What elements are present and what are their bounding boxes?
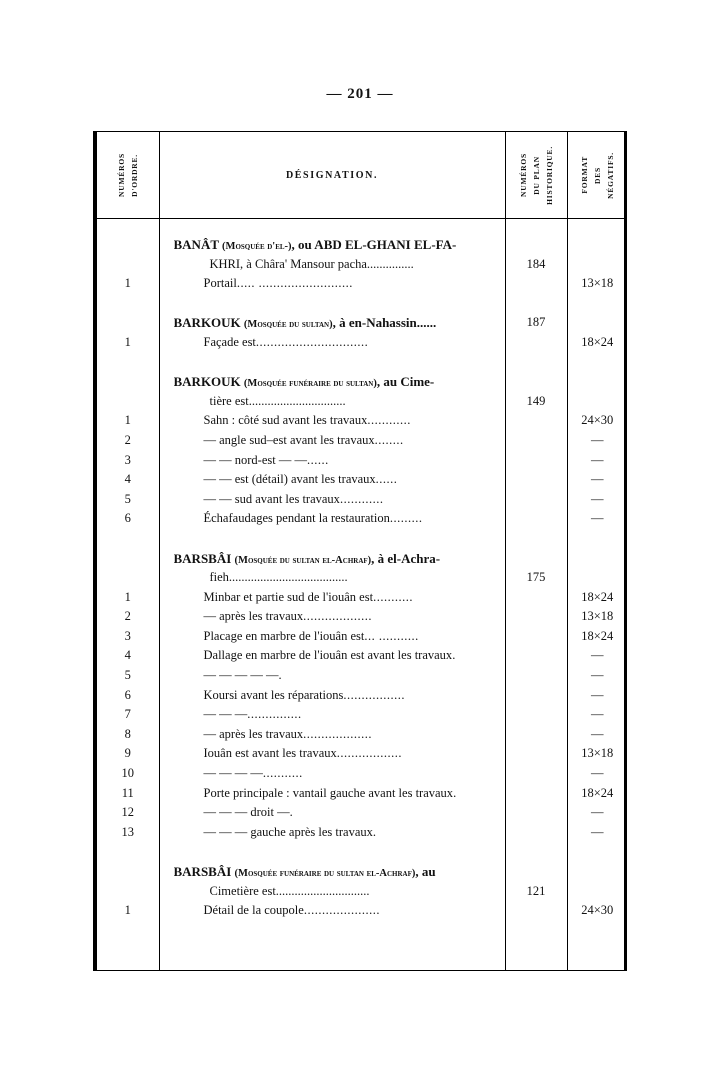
entry-designation — [174, 609, 373, 623]
group-title-row — [97, 392, 159, 412]
entry-row — [174, 431, 497, 451]
group-title-row — [174, 372, 497, 392]
entry-designation — [174, 825, 377, 839]
entry-text: Porte principale : vantail gauche avant les travaux — [203, 785, 454, 800]
entry-dot-leader: . — [278, 668, 283, 683]
entry-dot-leader: . — [453, 785, 457, 800]
entry-text: — — — — — — [203, 668, 279, 683]
column-plan-number — [505, 219, 567, 971]
entry-text: Placage en marbre de l'iouân est — [203, 628, 365, 643]
header-format-line2: DES — [592, 166, 602, 184]
group-title-row — [97, 568, 159, 588]
group-title-row — [506, 549, 567, 569]
header-order-line1: NUMÉROS — [116, 153, 126, 197]
entry-row: 11 — [121, 785, 134, 800]
group-title-main: BANÂT — [173, 237, 223, 252]
column-order — [97, 219, 159, 971]
entry-row: 8 — [124, 726, 131, 741]
group-title-row — [568, 392, 628, 412]
entry-row: 24×30 — [581, 903, 614, 918]
entry-row: 7 — [124, 707, 131, 722]
group-title-row: 187 — [526, 315, 546, 330]
row-spacer — [506, 529, 567, 549]
entry-row: 2 — [124, 432, 131, 447]
row-spacer — [97, 529, 159, 549]
entry-text: Iouân est avant les travaux — [203, 746, 337, 761]
entry-row — [174, 744, 497, 764]
entry-row — [506, 588, 567, 608]
entry-designation — [174, 276, 353, 290]
entry-designation — [174, 413, 411, 427]
column-designation — [159, 219, 505, 971]
group-title-row — [568, 568, 628, 588]
entry-row — [506, 274, 567, 294]
entry-row: 13×18 — [581, 746, 614, 761]
entry-row — [174, 725, 497, 745]
group-title-row — [97, 255, 159, 275]
entry-row: 4 — [124, 472, 131, 487]
entry-row: 18×24 — [581, 334, 614, 349]
group-title-qualifier: (Mosquée funéraire du sultan el-Achraf) — [234, 868, 416, 879]
group-title-row: 149 — [526, 393, 546, 408]
entry-row: — — [591, 766, 604, 781]
header-order — [97, 132, 159, 219]
group-title — [174, 551, 441, 566]
row-spacer — [568, 294, 628, 314]
entry-designation — [174, 472, 398, 486]
entry-row — [506, 744, 567, 764]
entry-text: — — — — — [203, 766, 263, 781]
entry-dot-leader: ............ — [339, 491, 384, 506]
entry-dot-leader: ............ — [367, 413, 411, 428]
entry-row: — — [591, 511, 604, 526]
group-title-row: 175 — [526, 570, 546, 585]
group-title-qualifier: (Mosquée du sultan el-Achraf) — [234, 554, 372, 566]
group-title-row — [174, 862, 497, 882]
row-spacer — [568, 353, 628, 373]
table-header-row — [97, 132, 627, 219]
catalogue-table — [93, 131, 627, 971]
entry-row: — — [591, 452, 604, 467]
entry-dot-leader: ........... — [373, 589, 413, 604]
entry-row — [174, 666, 497, 686]
entry-row: 1 — [124, 334, 131, 349]
entry-designation — [174, 688, 406, 702]
entry-row: — — [591, 432, 604, 447]
entry-dot-leader: . — [452, 648, 456, 663]
entry-row: 24×30 — [581, 413, 614, 428]
entry-row — [506, 666, 567, 686]
entry-dot-leader: . — [289, 805, 294, 820]
entry-row: 13×18 — [581, 276, 614, 291]
group-title-rest: , à en-Nahassin...... — [332, 315, 437, 331]
entry-dot-leader: ...... — [306, 452, 329, 467]
group-title-qualifier: (Mosquée d'el-) — [222, 241, 292, 252]
entry-row: 6 — [124, 687, 131, 702]
group-title-main: BARSBÂI — [173, 864, 235, 879]
entry-dot-leader: ................. — [343, 687, 406, 702]
group-title-row — [97, 862, 159, 882]
entry-row: 5 — [124, 491, 131, 506]
entry-row — [174, 490, 497, 510]
group-title-row — [174, 235, 497, 255]
entry-row — [506, 627, 567, 647]
group-title-qualifier: (Mosquée du sultan) — [243, 319, 333, 331]
entry-row: 2 — [124, 609, 131, 624]
entry-text: Sahn : côté sud avant les travaux — [203, 413, 368, 428]
entry-dot-leader: ... ........... — [364, 628, 419, 643]
entry-row: — — [591, 726, 604, 741]
entry-row — [506, 333, 567, 353]
group-title-row — [97, 882, 159, 902]
group-title-row — [506, 372, 567, 392]
entry-text: Échafaudages pendant la restauration — [203, 511, 390, 526]
entry-row — [506, 646, 567, 666]
group-title-row — [174, 392, 497, 412]
group-title-rest: , au — [415, 864, 436, 879]
entry-row — [174, 646, 497, 666]
entry-text: Dallage en marbre de l'iouân est avant les travaux — [203, 648, 453, 663]
row-spacer — [97, 294, 159, 314]
entry-text: Façade est — [203, 334, 256, 349]
entry-designation — [174, 903, 380, 917]
entry-row — [506, 411, 567, 431]
entry-row: 13×18 — [581, 609, 614, 624]
entry-row: — — [591, 805, 604, 820]
entry-dot-leader: .................. — [336, 746, 403, 761]
entry-row: 4 — [124, 648, 131, 663]
entry-row: 3 — [124, 452, 131, 467]
header-format-line3: NÉGATIFS. — [605, 151, 615, 199]
group-title-row — [97, 549, 159, 569]
entry-dot-leader: ............................... — [255, 334, 369, 349]
entry-text: — après les travaux — [203, 609, 304, 624]
group-title-row — [97, 235, 159, 255]
group-title-row — [174, 255, 497, 275]
entry-dot-leader: . — [372, 824, 377, 839]
group-title-row — [568, 255, 628, 275]
entry-designation — [174, 590, 413, 604]
header-designation-label: DÉSIGNATION. — [285, 169, 379, 181]
entry-designation — [174, 707, 302, 721]
entry-row: 18×24 — [581, 785, 614, 800]
entry-designation — [174, 453, 329, 467]
entry-row: 5 — [124, 668, 131, 683]
entry-designation — [174, 511, 423, 525]
group-title-main: BARSBÂI — [173, 550, 235, 566]
entry-row — [506, 803, 567, 823]
entry-row — [174, 764, 497, 784]
header-plan-line3: HISTORIQUE. — [544, 145, 554, 205]
entry-row — [506, 901, 567, 921]
row-spacer — [174, 842, 497, 862]
entry-text: — — nord-est — — — [203, 452, 307, 467]
group-title-continuation: fieh...................................... — [209, 570, 348, 585]
entry-row — [174, 470, 497, 490]
group-title-row: 184 — [526, 256, 546, 271]
group-title-row — [97, 372, 159, 392]
entry-designation — [174, 492, 384, 506]
entry-row — [174, 411, 497, 431]
header-plan-line1: NUMÉROS — [518, 153, 528, 197]
header-format-line1: FORMAT — [579, 156, 589, 194]
entry-text: — — — gauche après les travaux — [203, 824, 373, 839]
entry-row — [506, 784, 567, 804]
entry-designation — [174, 727, 373, 741]
entry-designation — [174, 335, 369, 349]
entry-row: 12 — [121, 805, 134, 820]
entry-row — [506, 607, 567, 627]
entry-row — [506, 509, 567, 529]
entry-row: 3 — [124, 628, 131, 643]
entry-dot-leader: ................... — [303, 726, 372, 741]
entry-text: — — — — [203, 707, 248, 722]
row-spacer — [97, 353, 159, 373]
row-spacer — [174, 353, 497, 373]
group-title — [174, 237, 457, 252]
entry-row: 1 — [124, 276, 131, 291]
entry-row: 9 — [124, 746, 131, 761]
group-title-row — [174, 882, 497, 902]
entry-row: 13 — [121, 824, 134, 839]
entry-row: 1 — [124, 903, 131, 918]
entry-row — [506, 470, 567, 490]
group-title-row — [174, 568, 497, 588]
entry-designation — [174, 629, 419, 643]
group-title-rest: , au Cime- — [376, 374, 435, 390]
group-title-row: 121 — [526, 883, 546, 898]
entry-row — [506, 725, 567, 745]
row-spacer — [568, 529, 628, 549]
group-title-row — [506, 235, 567, 255]
entry-row — [506, 764, 567, 784]
entry-row — [506, 705, 567, 725]
entry-text: — après les travaux — [203, 726, 304, 741]
entry-text: — — est (détail) avant les travaux — [203, 472, 376, 487]
header-format — [567, 132, 627, 219]
row-spacer — [97, 842, 159, 862]
entry-dot-leader: ..................... — [303, 903, 380, 918]
row-spacer — [506, 353, 567, 373]
entry-row: 10 — [121, 766, 134, 781]
entry-row — [506, 686, 567, 706]
entry-dot-leader: ................... — [303, 609, 372, 624]
entry-row — [174, 451, 497, 471]
entry-designation — [174, 648, 456, 662]
group-title-main: BARKOUK — [173, 374, 244, 390]
entry-designation — [174, 766, 303, 780]
row-spacer — [174, 294, 497, 314]
group-title-row — [568, 372, 628, 392]
entry-text: Portail — [203, 276, 237, 291]
row-spacer — [506, 294, 567, 314]
entry-text: — — — droit — — [203, 805, 290, 820]
group-title — [174, 864, 436, 879]
entry-designation — [174, 805, 294, 819]
entry-dot-leader: ........... — [262, 766, 303, 781]
row-spacer — [174, 529, 497, 549]
entry-row: 1 — [124, 589, 131, 604]
group-title-rest: , ou ABD EL-GHANI EL-FA- — [291, 237, 457, 252]
group-title-row — [568, 235, 628, 255]
group-title-rest: , à el-Achra- — [371, 550, 441, 566]
entry-row — [174, 823, 497, 843]
group-title-row — [568, 882, 628, 902]
entry-row — [506, 823, 567, 843]
entry-row: — — [591, 648, 604, 663]
entry-row — [174, 588, 497, 608]
entry-row — [174, 509, 497, 529]
entry-row — [174, 901, 497, 921]
entry-dot-leader: ............... — [247, 707, 302, 722]
group-title-row — [506, 862, 567, 882]
row-spacer — [568, 842, 628, 862]
entry-row — [506, 431, 567, 451]
entry-text: — — sud avant les travaux — [203, 491, 340, 506]
entry-row: 18×24 — [581, 589, 614, 604]
group-title-continuation: tière est............................... — [209, 393, 346, 408]
group-title-row — [174, 313, 497, 333]
entry-dot-leader: ......... — [389, 511, 423, 526]
entry-row: — — [591, 687, 604, 702]
page-number: — 201 — — [326, 86, 394, 102]
entry-row: 6 — [124, 511, 131, 526]
header-plan-number — [505, 132, 567, 219]
group-title-continuation: Cimetière est.............................. — [209, 883, 370, 898]
group-title-row — [568, 313, 628, 333]
group-title-row — [568, 549, 628, 569]
entry-dot-leader: ........ — [374, 432, 404, 447]
entry-row — [506, 451, 567, 471]
entry-row — [174, 686, 497, 706]
entry-row — [174, 627, 497, 647]
entry-designation — [174, 786, 457, 800]
entry-row: — — [591, 707, 604, 722]
entry-designation — [174, 668, 283, 682]
column-format — [567, 219, 627, 971]
entry-row — [174, 607, 497, 627]
entry-dot-leader: ...... — [375, 472, 398, 487]
entry-designation — [174, 746, 403, 760]
group-title-qualifier: (Mosquée funéraire du sultan) — [243, 378, 377, 390]
entry-row — [174, 333, 497, 353]
entry-row — [506, 490, 567, 510]
entry-text: Minbar et partie sud de l'iouân est — [203, 589, 374, 604]
group-title-row — [568, 862, 628, 882]
group-title-row — [97, 313, 159, 333]
entry-text: Détail de la coupole — [203, 903, 304, 918]
entry-text: — angle sud–est avant les travaux — [203, 432, 375, 447]
row-spacer — [506, 842, 567, 862]
entry-designation — [174, 433, 404, 447]
entry-row — [174, 705, 497, 725]
entry-row: 1 — [124, 413, 131, 428]
group-title-row — [174, 549, 497, 569]
group-title — [174, 315, 437, 330]
entry-row — [174, 274, 497, 294]
header-designation — [159, 132, 505, 219]
entry-row: — — [591, 491, 604, 506]
entry-text: Koursi avant les réparations — [203, 687, 344, 702]
header-plan-line2: DU PLAN — [531, 155, 541, 195]
entry-row — [174, 803, 497, 823]
group-title-continuation: KHRI, à Châra' Mansour pacha............... — [209, 256, 414, 271]
group-title — [174, 374, 435, 389]
entry-row: 18×24 — [581, 628, 614, 643]
header-order-line2: D'ORDRE. — [129, 153, 139, 197]
group-title-main: BARKOUK — [173, 315, 244, 331]
entry-row — [174, 784, 497, 804]
entry-row: — — [591, 824, 604, 839]
entry-dot-leader: ..... .......................... — [236, 276, 353, 291]
entry-row: — — [591, 472, 604, 487]
entry-row: — — [591, 668, 604, 683]
